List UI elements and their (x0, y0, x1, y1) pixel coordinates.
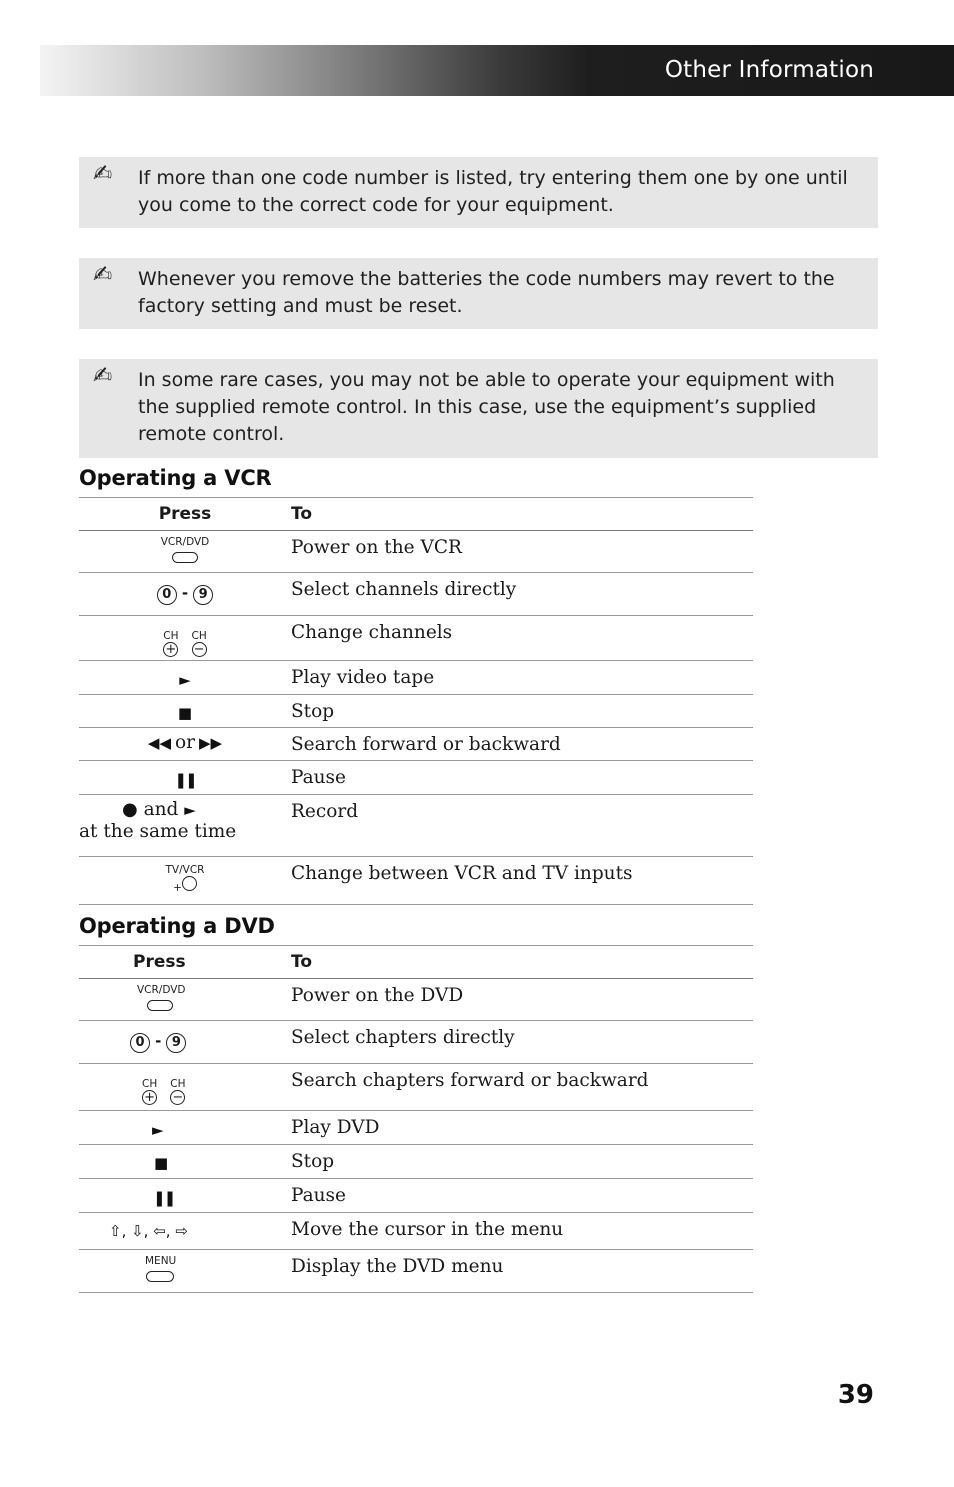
ch-label: CH (170, 1078, 186, 1090)
header-bar (40, 45, 954, 96)
section-header-title: Other Information (664, 57, 874, 83)
and-text: and (143, 799, 179, 820)
tv-vcr-button-icon (182, 876, 197, 891)
play-icon: ► (184, 801, 196, 819)
or-text: or (175, 732, 195, 753)
table-row (79, 1064, 753, 1111)
play-icon: ► (152, 1121, 164, 1139)
button-caption: MENU (145, 1255, 177, 1267)
table-row (79, 661, 753, 695)
note-box (79, 359, 878, 458)
pause-icon: ❚❚ (153, 1189, 175, 1207)
table-row (79, 979, 753, 1021)
same-time-text: at the same time (79, 821, 237, 842)
note-box (79, 157, 878, 228)
plus-sign: + (173, 882, 182, 894)
action-text: Play DVD (291, 1111, 753, 1145)
pencil-note-icon: ✍ (93, 262, 113, 288)
table-row (79, 573, 753, 616)
ch-minus-button-icon: − (192, 642, 207, 657)
action-text: Power on the VCR (291, 531, 753, 573)
note-box (79, 258, 878, 329)
table-row (79, 1250, 753, 1293)
table-row (79, 531, 753, 573)
ch-plus-button-icon: + (142, 1090, 157, 1105)
action-text: Search forward or backward (291, 728, 753, 761)
col-header-to: To (291, 498, 753, 531)
button-caption: VCR/DVD (160, 536, 210, 548)
vcr-dvd-button-icon (172, 552, 198, 563)
ch-minus-button-icon: − (170, 1090, 185, 1105)
table-row (79, 728, 753, 761)
stop-icon: ■ (154, 1154, 169, 1172)
pause-icon: ❚❚ (174, 771, 196, 789)
action-text: Change between VCR and TV inputs (291, 857, 753, 905)
dash: - (155, 1032, 162, 1050)
table-row (79, 1179, 753, 1213)
action-text: Select chapters directly (291, 1021, 753, 1064)
dash: - (181, 584, 189, 602)
pencil-note-icon: ✍ (93, 363, 113, 389)
button-caption: TV/VCR (165, 864, 205, 876)
table-row (79, 695, 753, 728)
play-icon: ► (179, 671, 191, 689)
ch-label: CH (163, 630, 179, 642)
note-text: Whenever you remove the batteries the code numbers may revert to the factory setting and must be reset. (138, 268, 835, 317)
dvd-table (79, 945, 753, 1293)
action-text: Search chapters forward or backward (291, 1064, 753, 1111)
action-text: Display the DVD menu (291, 1250, 753, 1293)
table-row (79, 1213, 753, 1250)
action-text: Pause (291, 761, 753, 795)
action-text: Select channels directly (291, 573, 753, 616)
action-text: Stop (291, 1145, 753, 1179)
col-header-press: Press (79, 946, 291, 979)
action-text: Pause (291, 1179, 753, 1213)
table-row (79, 795, 753, 857)
table-row (79, 761, 753, 795)
page-number: 39 (837, 1380, 874, 1410)
note-text: In some rare cases, you may not be able to operate your equipment with the supplied remote control. In this case, use the equipment’s supplied remote control. (138, 369, 835, 445)
action-text: Power on the DVD (291, 979, 753, 1021)
menu-button-icon (146, 1271, 174, 1282)
stop-icon: ■ (177, 704, 193, 722)
col-header-to: To (291, 946, 753, 979)
table-row (79, 857, 753, 905)
action-text: Stop (291, 695, 753, 728)
table-row (79, 616, 753, 661)
dvd-section-title: Operating a DVD (79, 914, 275, 938)
pencil-note-icon: ✍ (93, 161, 113, 187)
note-text: If more than one code number is listed, try entering them one by one until you come to the correct code for your equipment. (138, 167, 848, 216)
ch-label: CH (191, 630, 207, 642)
ch-label: CH (142, 1078, 158, 1090)
digit-0-button-icon: 0 (130, 1033, 150, 1053)
col-header-press: Press (79, 498, 291, 531)
table-row (79, 1111, 753, 1145)
fast-forward-icon: ▶▶ (198, 734, 223, 752)
action-text: Play video tape (291, 661, 753, 695)
digit-9-button-icon: 9 (166, 1033, 186, 1053)
record-icon: ● (122, 799, 138, 820)
action-text: Move the cursor in the menu (291, 1213, 753, 1250)
rewind-icon: ◀◀ (147, 734, 171, 752)
vcr-table (79, 497, 753, 905)
digit-9-button-icon: 9 (193, 585, 213, 605)
action-text: Change channels (291, 616, 753, 661)
table-row (79, 1145, 753, 1179)
arrow-keys-icon: ⇧, ⇩, ⇦, ⇨ (109, 1222, 188, 1240)
vcr-dvd-button-icon (147, 1000, 173, 1011)
ch-plus-button-icon: + (163, 642, 178, 657)
vcr-section-title: Operating a VCR (79, 466, 272, 490)
button-caption: VCR/DVD (137, 984, 186, 996)
digit-0-button-icon: 0 (157, 585, 177, 605)
table-row (79, 1021, 753, 1064)
action-text: Record (291, 795, 753, 857)
